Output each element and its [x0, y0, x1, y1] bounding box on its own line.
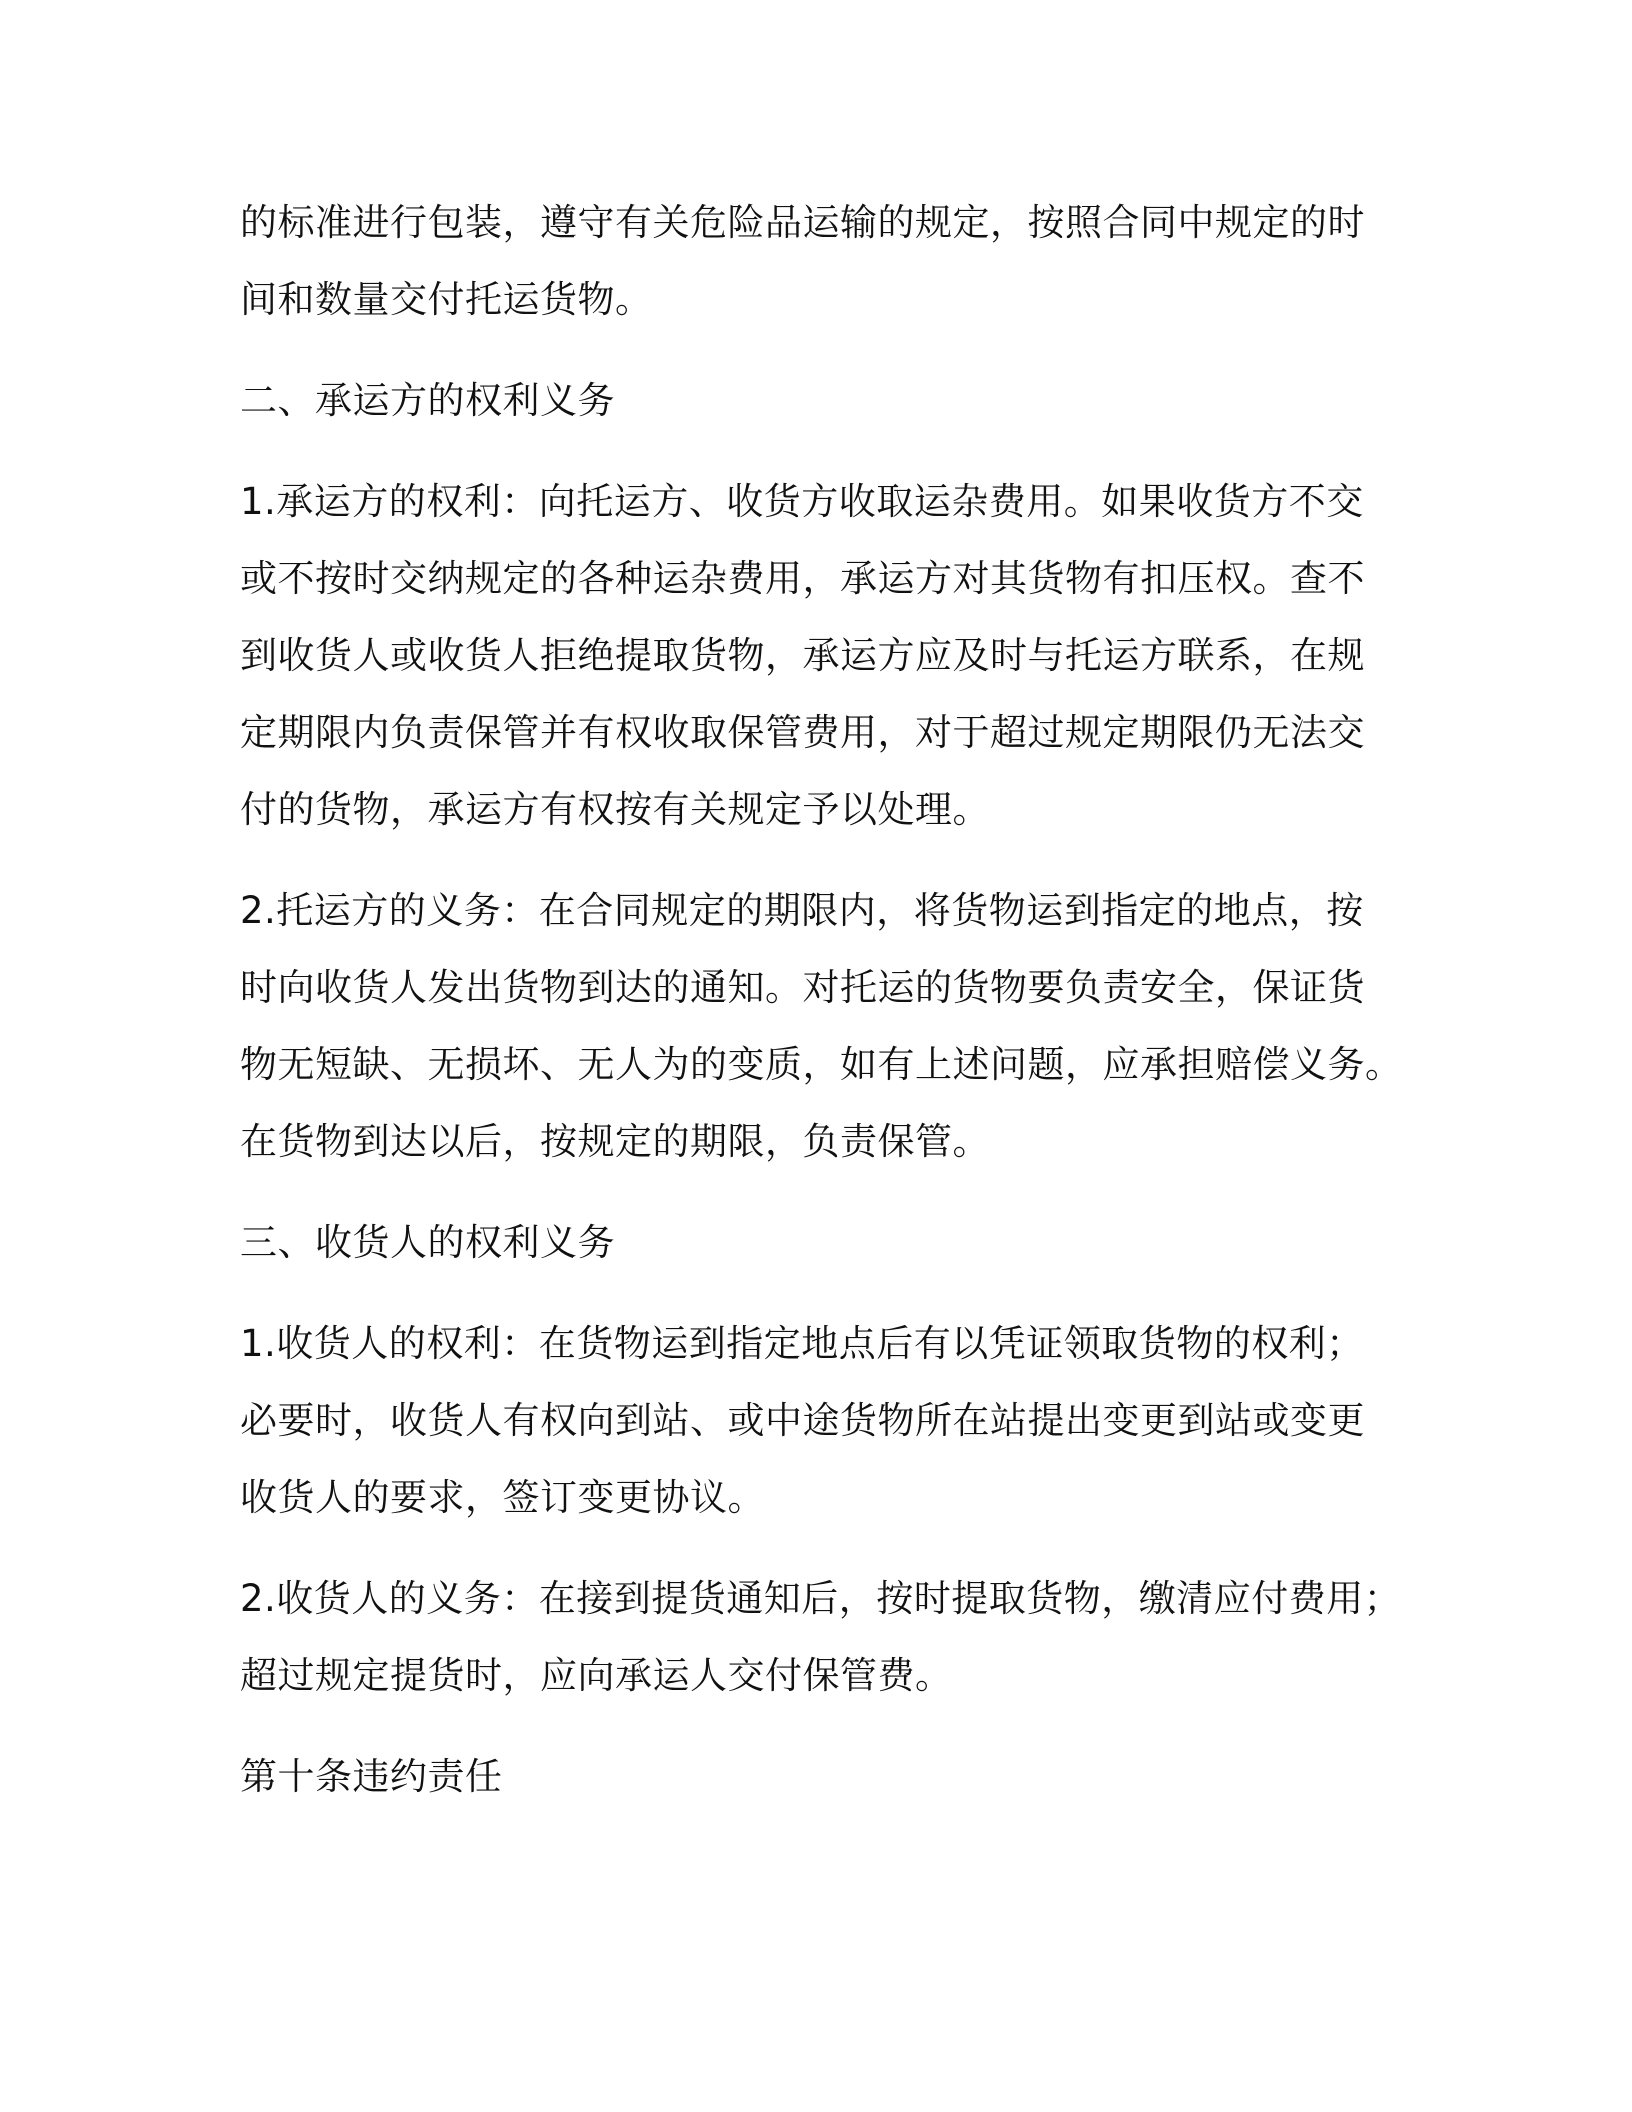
text-line: 1.承运方的权利：向托运方、收货方收取运杂费用。如果收货方不交 [240, 480, 1364, 523]
text-line: 在货物到达以后，按规定的期限，负责保管。 [240, 1120, 990, 1163]
paragraph-shipper-obligations [240, 872, 1403, 1180]
section-heading-carrier-rights [240, 362, 1380, 439]
document-body [240, 184, 1403, 1839]
section-heading-consignee-rights [240, 1204, 1380, 1281]
text-line: 收货人的要求，签订变更协议。 [240, 1476, 765, 1519]
text-line: 必要时，收货人有权向到站、或中途货物所在站提出变更到站或变更 [240, 1399, 1365, 1442]
text-line: 2.托运方的义务：在合同规定的期限内，将货物运到指定的地点，按 [240, 889, 1364, 932]
text-line: 定期限内负责保管并有权收取保管费用，对于超过规定期限仍无法交 [240, 711, 1365, 754]
text-line: 或不按时交纳规定的各种运杂费用，承运方对其货物有扣压权。查不 [240, 557, 1365, 600]
heading-text: 二、承运方的权利义务 [240, 379, 615, 422]
text-line: 2.收货人的义务：在接到提货通知后，按时提取货物，缴清应付费用； [240, 1577, 1402, 1620]
text-line: 物无短缺、无损坏、无人为的变质，如有上述问题，应承担赔偿义务。 [240, 1043, 1403, 1086]
paragraph-carrier-rights [240, 463, 1380, 848]
text-line: 的标准进行包装，遵守有关危险品运输的规定，按照合同中规定的时 [240, 201, 1365, 244]
text-line: 超过规定提货时，应向承运人交付保管费。 [240, 1654, 953, 1697]
text-line: 到收货人或收货人拒绝提取货物，承运方应及时与托运方联系，在规 [240, 634, 1365, 677]
paragraph-packaging-delivery [240, 184, 1380, 338]
text-line: 时向收货人发出货物到达的通知。对托运的货物要负责安全，保证货 [240, 966, 1365, 1009]
article-heading-liability [240, 1738, 1380, 1815]
paragraph-consignee-rights [240, 1305, 1380, 1536]
heading-text: 第十条违约责任 [240, 1755, 503, 1798]
text-line: 付的货物，承运方有权按有关规定予以处理。 [240, 788, 990, 831]
text-line: 1.收货人的权利：在货物运到指定地点后有以凭证领取货物的权利； [240, 1322, 1364, 1365]
text-line: 间和数量交付托运货物。 [240, 278, 653, 321]
heading-text: 三、收货人的权利义务 [240, 1221, 615, 1264]
paragraph-consignee-obligations [240, 1560, 1402, 1714]
